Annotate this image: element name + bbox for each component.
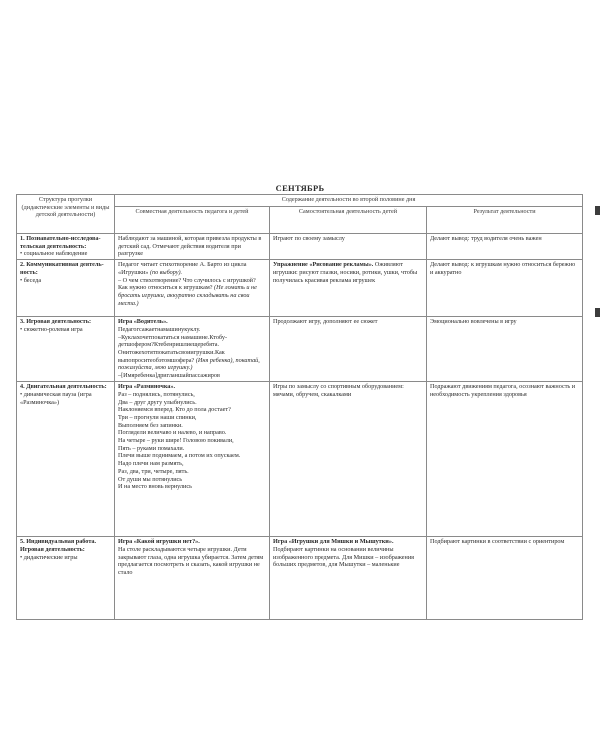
poem-line: Три – прогнули наши спинки, <box>118 413 197 421</box>
cell-result: Делают вывод: к игрушкам нужно относиться бережно и аккуратно <box>427 260 583 317</box>
poem-line: Наклоняемся вперед. Кто до пола достает? <box>118 406 231 414</box>
header-structure: Структура прогулки (дидактические элементы и виды детской деятельности) <box>17 195 115 234</box>
cell-independent: Играют по своему замыслу <box>270 234 427 260</box>
joint-questions <box>118 277 266 308</box>
september-plan-table <box>16 194 583 620</box>
cell-joint <box>115 260 270 317</box>
poem-line: Поглядели величаво и налево, и направо. <box>118 429 227 437</box>
cell-joint <box>115 317 270 382</box>
poem-line: И на место вновь вернулись <box>118 483 192 491</box>
joint-question-text: – О чем стихотворение? Что случилось с игрушкой? Как нужно относиться к игрушкам? <box>118 276 256 292</box>
page-edge-mark <box>595 308 600 317</box>
game-title: Игра «Игрушки для Мишки и Мышутки». <box>273 538 394 546</box>
cell-independent <box>270 260 427 317</box>
cell-result: Делают вывод: труд водителя очень важен <box>427 234 583 260</box>
table-row <box>17 382 583 537</box>
game-line: детшофером?Ктебенришлиещеребята. <box>118 341 219 349</box>
cell-structure <box>17 537 115 620</box>
joint-note: (по выбору). <box>149 268 183 276</box>
cell-result: Подражают движениям педагога, осознают важность и необходимость укрепления здоровья <box>427 382 583 537</box>
game-title: Игра «Разминочка». <box>118 383 176 391</box>
poem-line: Два – друг другу улыбнулись. <box>118 398 197 406</box>
joint-text: Педагог читает стихотворение А. Барто из цикла «Игрушки» <box>118 261 247 276</box>
cell-independent: Продолжают игру, дополняют ее сюжет <box>270 317 427 382</box>
poem-line: Раз – поднялись, потянулись, <box>118 390 195 398</box>
cell-joint: Наблюдают за машиной, которая привезла продукты в детский сад. Отмечают действия водителя при разгрузке <box>115 234 270 260</box>
section-title: 3. Игровая деятельность: <box>20 318 92 326</box>
poem-line: От души мы потянулись <box>118 475 183 483</box>
joint-answer: (Не ломать и не бросать игрушки, аккуратно складывать на свои места.) <box>118 284 257 307</box>
cell-structure <box>17 234 115 260</box>
exercise-text: Оживляют игрушки: рисуют глазки, носики, ротики, ушки, чтобы получилась красивая реклама игрушек <box>273 261 418 284</box>
cell-joint <box>115 537 270 620</box>
table-row <box>17 537 583 620</box>
table-row <box>17 234 583 260</box>
poem-line: Пять – руками помахали. <box>118 444 185 452</box>
poem-line: Надо плечи нам размять, <box>118 460 184 468</box>
game-title: Игра «Какой игрушки нет?». <box>118 538 200 546</box>
poem-line: Раз, два, три, четыре, пять. <box>118 467 189 475</box>
game-line: –Куклахочетпокататься намашине.Ктобу- <box>118 333 228 341</box>
section-bullet: • сюжетно-ролевая игра <box>20 325 83 333</box>
page-edge-mark <box>595 206 600 215</box>
section-bullet: • динамическая пауза (игра «Разминочка») <box>20 390 92 406</box>
table-row <box>17 260 583 317</box>
section-title: 1. Познавательно-исследова-тельская деятельность: <box>20 235 101 250</box>
header-joint: Совместная деятельность педагога и детей <box>115 207 270 234</box>
page-title: СЕНТЯБРЬ <box>275 183 325 193</box>
game-line: Педагогсажаетнамашинукуклу. <box>118 325 201 333</box>
game-title: Игра «Водитель». <box>118 318 168 326</box>
cell-independent: Игры по замыслу со спортивным оборудованием: мячами, обручем, скакалками <box>270 382 427 537</box>
game-text: На столе раскладываются четыре игрушки. Дети закрывают глаза, одна игрушка убирается. Затем детям предлагается посмотреть и сказать, какой игрушки не стало <box>118 545 264 576</box>
game-line: выпопроситеобэтомшофера? <box>118 356 195 364</box>
poem-line: Плечи выше поднимаем, а потом их опускаем. <box>118 452 241 460</box>
section-bullet: • социальное наблюдение <box>20 250 88 258</box>
poem-line: Выполняем без запинки. <box>118 421 183 429</box>
section-title: 2. Коммуникативная деятель-ность: <box>20 261 104 276</box>
section-title: 4. Двигательная деятельность: <box>20 383 107 391</box>
section-bullet: • дидактические игры <box>20 553 78 561</box>
cell-joint <box>115 382 270 537</box>
game-note: (Иня ребенка), покатай, пожалуйста, мою игрушку.) <box>118 356 260 372</box>
cell-structure <box>17 317 115 382</box>
header-result: Результат деятельности <box>427 207 583 234</box>
header-independent: Самостоятельная деятельность детей <box>270 207 427 234</box>
cell-independent <box>270 537 427 620</box>
cell-result: Подбирают картинки в соответствии с ориентиром <box>427 537 583 620</box>
poem-line: На четыре – руки шире! Головою покивали, <box>118 437 234 445</box>
cell-structure <box>17 260 115 317</box>
cell-structure <box>17 382 115 537</box>
game-line: –[Имяребенка]дригланшайпассажиров <box>118 372 220 380</box>
game-text: Подбирают картинки на основании величины изображенного предмета. Для Мишки – изображения больших предметов, для Мышутки – маленькие <box>273 545 414 569</box>
table-row <box>17 317 583 382</box>
exercise-title: Упражнение «Рисование рекламы». <box>273 261 374 269</box>
section-title: 5. Индивидуальная работа. Игровая деятельность: <box>20 538 97 553</box>
cell-result: Эмоционально вовлечены в игру <box>427 317 583 382</box>
header-content-span: Содержание деятельности во второй половине дня <box>115 195 583 207</box>
game-line: Онитожехотятпокататьсвоиигрушки.Как <box>118 348 225 356</box>
section-bullet: • беседа <box>20 276 42 284</box>
